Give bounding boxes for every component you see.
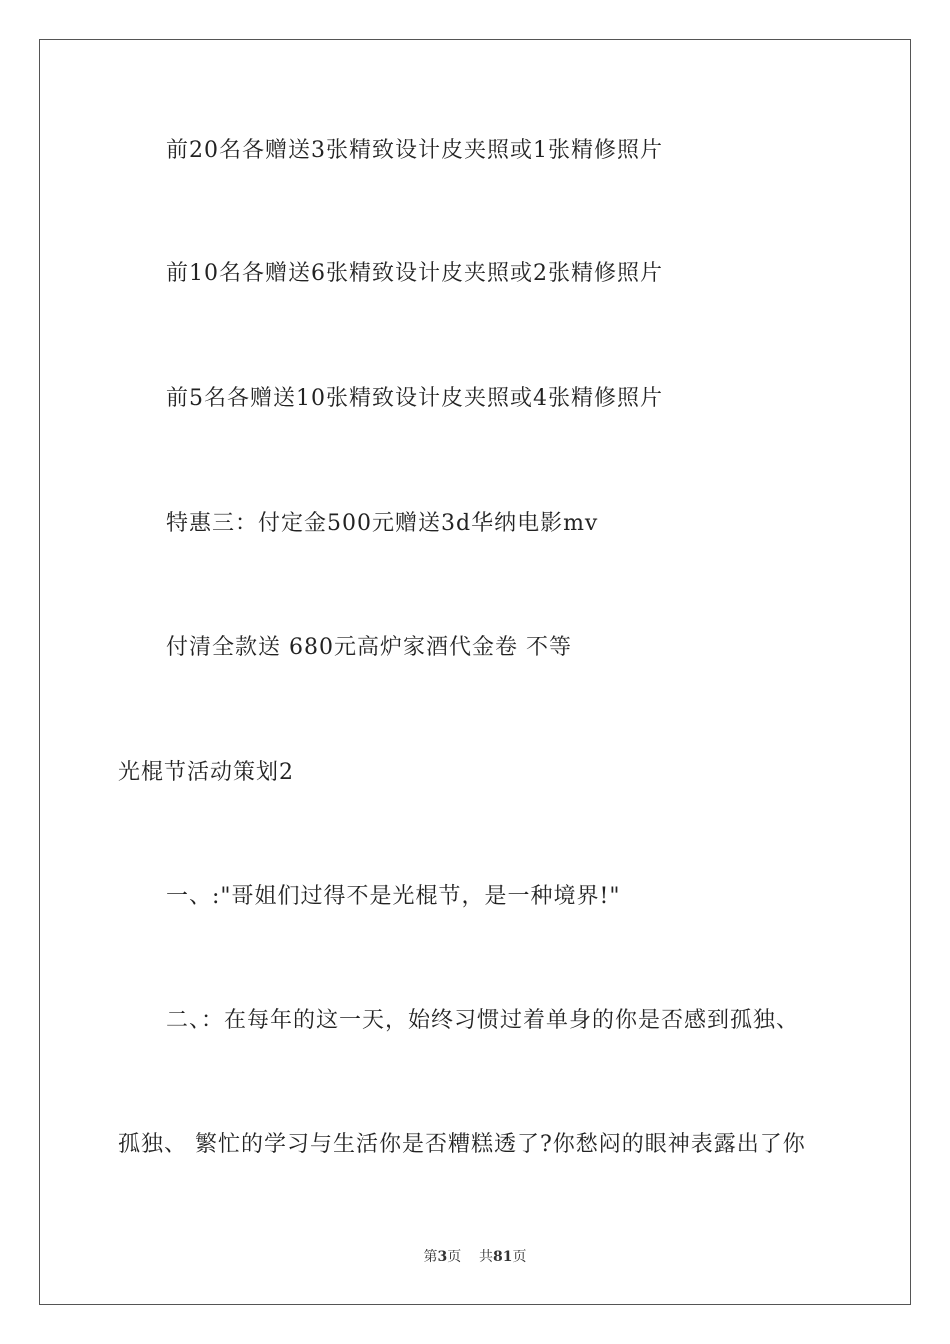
total-prefix: 共 [479, 1249, 494, 1265]
total-suffix: 页 [512, 1249, 527, 1265]
prize-line-top10: 前10名各赠送6张精致设计皮夹照或2张精修照片 [166, 261, 663, 286]
item-two: 二、：在每年的这一天，始终习惯过着单身的你是否感到孤独、 [166, 1008, 800, 1033]
page-prefix: 第 [423, 1249, 438, 1265]
special-offer-three: 特惠三：付定金500元赠送3d华纳电影mv [166, 511, 599, 536]
item-two-continued: 孤独、 繁忙的学习与生活你是否糟糕透了?你愁闷的眼神表露出了你 [118, 1132, 806, 1157]
section-heading: 光棍节活动策划2 [118, 760, 294, 785]
page-border [39, 39, 911, 1305]
total-pages: 81 [493, 1249, 513, 1265]
page-footer [0, 1248, 950, 1266]
item-one: 一、:"哥姐们过得不是光棍节，是一种境界!" [166, 884, 621, 909]
prize-line-top20: 前20名各赠送3张精致设计皮夹照或1张精修照片 [166, 138, 663, 163]
page-number: 3 [437, 1249, 448, 1265]
page-suffix: 页 [447, 1249, 462, 1265]
full-payment-offer: 付清全款送 680元高炉家酒代金卷 不等 [166, 635, 572, 660]
prize-line-top5: 前5名各赠送10张精致设计皮夹照或4张精修照片 [166, 386, 663, 411]
